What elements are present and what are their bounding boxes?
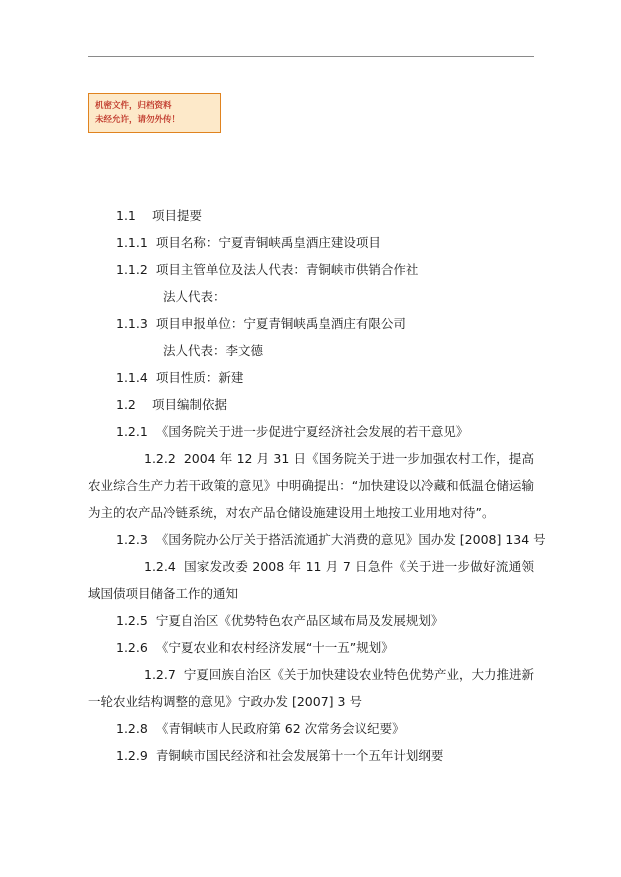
item-1-2-6: 1.2.6 《宁夏农业和农村经济发展“十一五”规划》 bbox=[116, 640, 394, 655]
item-1-1-4: 1.1.4 项目性质：新建 bbox=[116, 370, 244, 385]
stamp-line: 机密文件，归档资料 bbox=[95, 101, 172, 111]
section-1-2: 1.2 项目编制依据 bbox=[116, 397, 228, 412]
item-1-2-8: 1.2.8 《青铜峡市人民政府第 62 次常务会议纪要》 bbox=[116, 721, 405, 736]
item-1-1-2: 1.1.2 项目主管单位及法人代表：青铜峡市供销合作社 bbox=[116, 262, 419, 277]
item-1-2-9: 1.2.9 青铜峡市国民经济和社会发展第十一个五年计划纲要 bbox=[116, 748, 444, 763]
document-body bbox=[88, 202, 546, 769]
item-1-2-5: 1.2.5 宁夏自治区《优势特色农产品区域布局及发展规划》 bbox=[116, 613, 444, 628]
item-1-1-1: 1.1.1 项目名称：宁夏青铜峡禹皇酒庄建设项目 bbox=[116, 235, 381, 250]
section-1-1: 1.1 项目提要 bbox=[116, 208, 203, 223]
legal-rep-line: 法人代表：李文德 bbox=[163, 343, 264, 358]
item-1-1-3: 1.1.3 项目申报单位：宁夏青铜峡禹皇酒庄有限公司 bbox=[116, 316, 406, 331]
item-1-2-4: 1.2.4 国家发改委 2008 年 11 月 7 日急件《关于进一步做好流通领域国债项目储备工作的通知 bbox=[88, 559, 534, 601]
item-1-2-1: 1.2.1 《国务院关于进一步促进宁夏经济社会发展的若干意见》 bbox=[116, 424, 469, 439]
item-1-2-2: 1.2.2 2004 年 12 月 31 日《国务院关于进一步加强农村工作，提高农业综合生产力若干政策的意见》中明确提出：“加快建设以冷藏和低温仓储运输为主的农产品冷链系统，对农产品仓储设施建设用土地按工业用地对待”。 bbox=[88, 451, 534, 520]
confidential-stamp bbox=[88, 93, 221, 133]
header-rule bbox=[88, 56, 534, 57]
item-1-2-3: 1.2.3 《国务院办公厅关于搭活流通扩大消费的意见》国办发 [2008] 134 号 bbox=[116, 532, 546, 547]
item-1-2-7: 1.2.7 宁夏回族自治区《关于加快建设农业特色优势产业，大力推进新一轮农业结构调整的意见》宁政办发 [2007] 3 号 bbox=[88, 667, 534, 709]
legal-rep-line: 法人代表： bbox=[163, 289, 226, 304]
stamp-line: 未经允许，请勿外传！ bbox=[95, 115, 181, 125]
